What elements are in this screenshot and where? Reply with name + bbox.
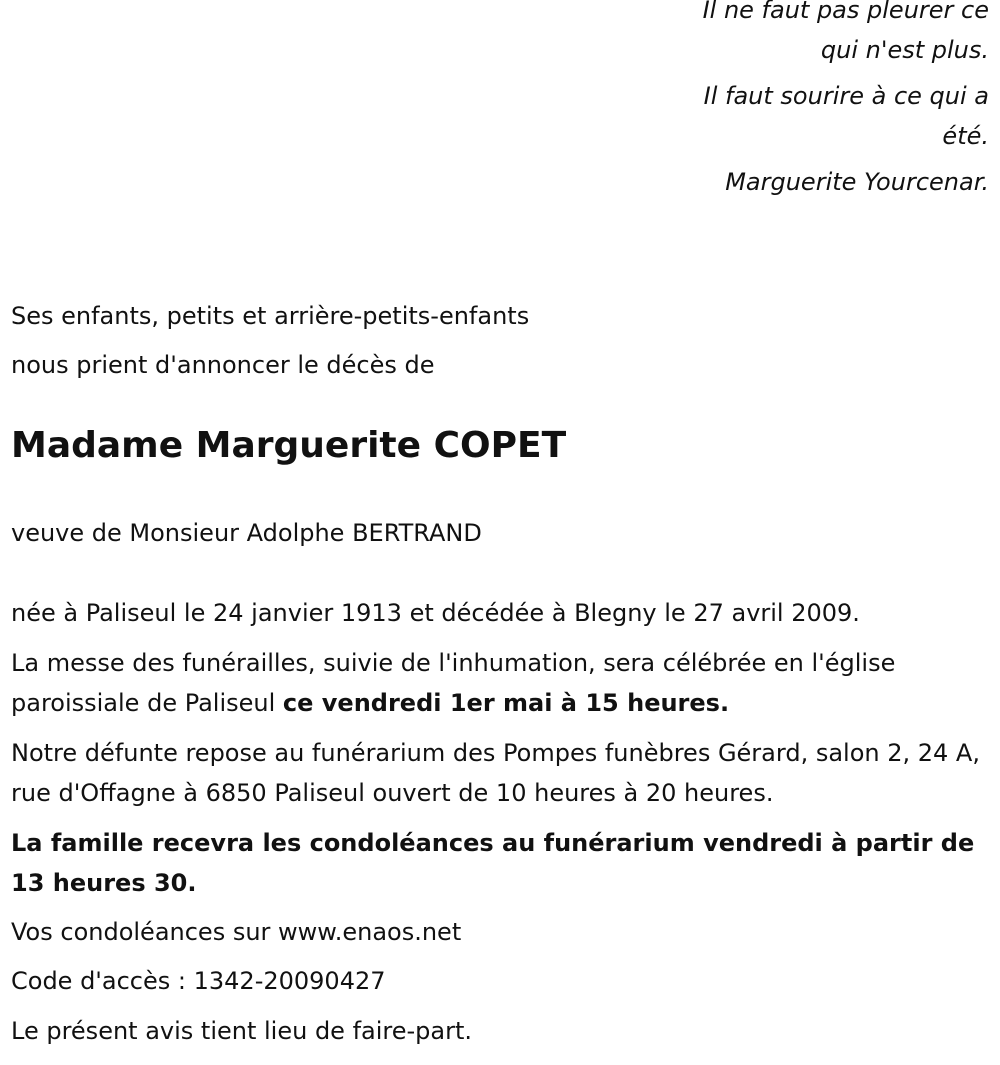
family-text: Ses enfants, petits et arrière-petits-enfants	[11, 302, 530, 330]
birth-death-line	[11, 593, 991, 633]
announce-text: nous prient d'annoncer le décès de	[11, 351, 435, 379]
announce-line	[11, 345, 991, 385]
funerarium-text: Notre défunte repose au funérarium des Pompes funèbres Gérard, salon 2, 24 A, rue d'Offagne à 6850 Paliseul ouvert de 10 heures à 20 heures.	[11, 739, 980, 807]
epigraph-quote	[689, 0, 989, 208]
widow-line	[11, 513, 991, 553]
mass-time: ce vendredi 1er mai à 15 heures.	[282, 689, 730, 717]
mass-intro: La messe des funérailles, suivie de l'inhumation, sera célébrée en l'église paroissiale de Paliseul	[11, 649, 896, 717]
condolences-online-text: Vos condoléances sur www.enaos.net	[11, 918, 462, 946]
quote-author: Marguerite Yourcenar.	[725, 168, 989, 196]
condolences-visit-bold: La famille recevra les condoléances au funérarium vendredi à partir de 13 heures 30.	[11, 829, 975, 897]
funerarium-paragraph	[11, 733, 991, 813]
quote-line: Il faut sourire à ce qui a été.	[703, 82, 989, 150]
funeral-mass-paragraph	[11, 643, 991, 723]
notice-text: Le présent avis tient lieu de faire-part.	[11, 1017, 473, 1045]
access-code-line	[11, 961, 991, 1001]
birth-death-text: née à Paliseul le 24 janvier 1913 et décédée à Blegny le 27 avril 2009.	[11, 599, 860, 627]
quote-line: Il ne faut pas pleurer ce qui n'est plus.	[702, 0, 989, 64]
widow-text: veuve de Monsieur Adolphe BERTRAND	[11, 519, 482, 547]
family-line	[11, 296, 991, 336]
condolences-visit-paragraph	[11, 823, 991, 903]
deceased-name: Madame Marguerite COPET	[11, 425, 567, 466]
funeral-mass-text	[11, 643, 991, 723]
notice-line	[11, 1011, 991, 1051]
access-code-text: Code d'accès : 1342-20090427	[11, 967, 386, 995]
condolences-online-line	[11, 912, 991, 952]
condolences-visit-text	[11, 823, 991, 903]
